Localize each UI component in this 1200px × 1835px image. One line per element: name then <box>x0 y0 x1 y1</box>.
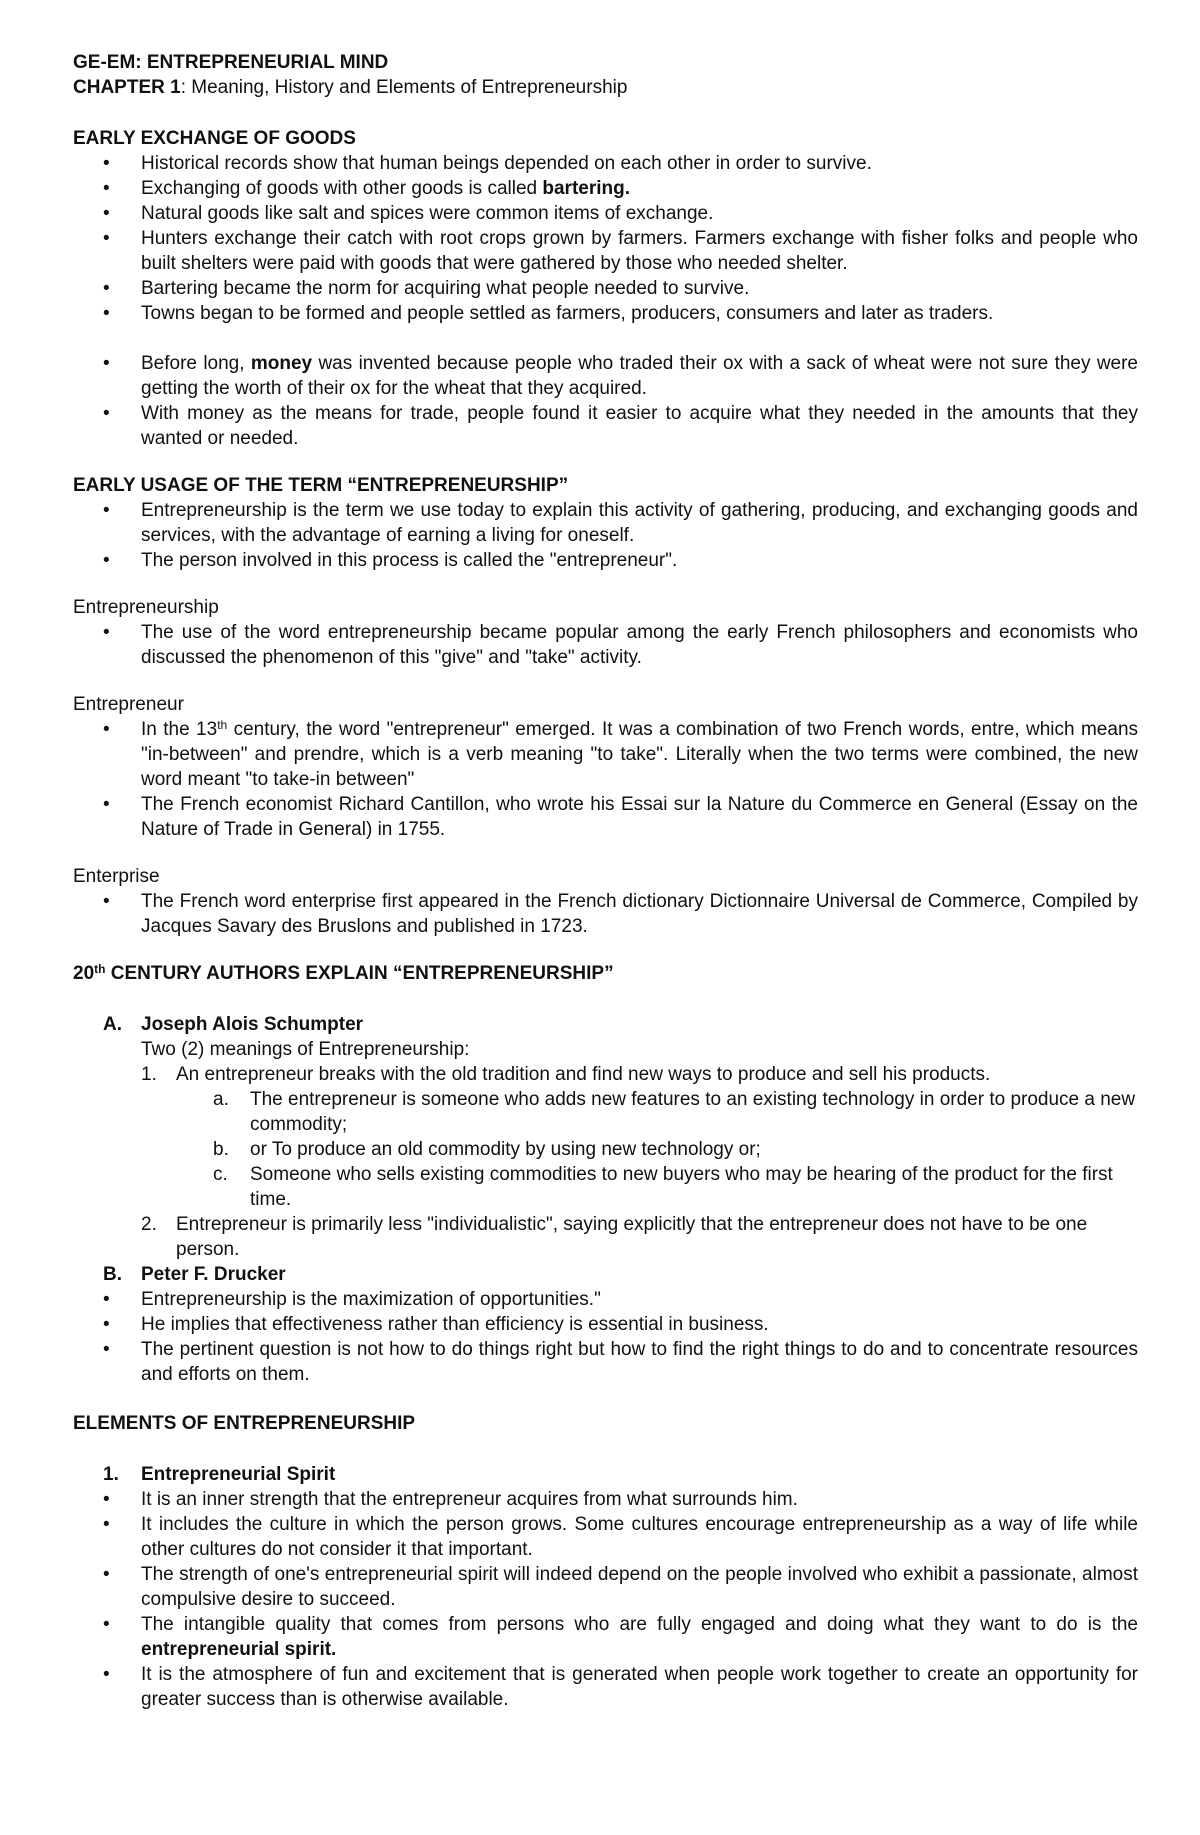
item-text: or To produce an old commodity by using new technology or; <box>250 1139 761 1160</box>
author-name: Joseph Alois Schumpter <box>141 1014 364 1035</box>
list-item <box>73 351 1138 401</box>
numbered-item <box>73 1212 1138 1262</box>
lettered-item <box>73 1137 1138 1162</box>
item-marker: B. <box>103 1264 122 1285</box>
item-text: Exchanging of goods with other goods is called <box>141 178 543 199</box>
list-item: • With money as the means for trade, people found it easier to acquire what they needed in the amounts that they wanted or needed. <box>73 401 1138 451</box>
section-heading-20th-century <box>73 961 1138 986</box>
item-marker: 1. <box>141 1064 157 1085</box>
list-item: • The French word enterprise first appeared in the French dictionary Dictionnaire Universal de Commerce, Compiled by Jacques Savary des Bruslons and published in 1723. <box>73 889 1138 939</box>
document-title: GE-EM: ENTREPRENEURIAL MIND <box>73 52 389 73</box>
section-heading-early-exchange: EARLY EXCHANGE OF GOODS <box>73 128 356 149</box>
element-label: Entrepreneurial Spirit <box>141 1464 336 1485</box>
section-heading-elements: ELEMENTS OF ENTREPRENEURSHIP <box>73 1413 416 1434</box>
bullet-list <box>73 1287 1138 1387</box>
item-text: Someone who sells existing commodities to new buyers who may be hearing of the product for the first time. <box>250 1164 1113 1210</box>
list-item <box>73 717 1138 792</box>
bullet-list <box>73 620 1138 670</box>
item-text: An entrepreneur breaks with the old tradition and find new ways to produce and sell his products. <box>176 1064 991 1085</box>
item-text: Before long, <box>141 353 251 374</box>
list-item: • Entrepreneurship is the term we use today to explain this activity of gathering, producing, and exchanging goods and services, with the advantage of earning a living for oneself. <box>73 498 1138 548</box>
list-item: • The person involved in this process is called the "entrepreneur". <box>73 548 1138 573</box>
heading-number: 20 <box>73 963 95 984</box>
list-item: • The use of the word entrepreneurship became popular among the early French philosophers and economists who discussed the phenomenon of this "give" and "take" activity. <box>73 620 1138 670</box>
item-marker: a. <box>213 1089 229 1110</box>
item-text: The entrepreneur is someone who adds new features to an existing technology in order to produce a new commodity; <box>250 1089 1136 1135</box>
list-item: • Towns began to be formed and people settled as farmers, producers, consumers and later as traders. <box>73 301 1138 326</box>
list-item: • It includes the culture in which the person grows. Some cultures encourage entrepreneurship as a way of life while other cultures do not consider it that important. <box>73 1512 1138 1562</box>
element-entrepreneurial-spirit <box>73 1462 1138 1487</box>
intro-text: Two (2) meanings of Entrepreneurship: <box>141 1039 470 1060</box>
item-text: The intangible quality that comes from persons who are fully engaged and doing what they want to do is the <box>141 1614 1138 1635</box>
list-item: • It is an inner strength that the entrepreneur acquires from what surrounds him. <box>73 1487 1138 1512</box>
item-text: century, the word "entrepreneur" emerged. It was a combination of two French words, entre, which means "in-between" and prendre, which is a verb meaning "to take". Literally when the two terms were combined, the new word meant "to take-in between" <box>141 719 1139 790</box>
superscript: th <box>217 718 228 732</box>
spacer <box>73 326 1138 351</box>
bullet-list <box>73 151 1138 326</box>
chapter-line <box>73 75 1138 100</box>
bold-term: money <box>250 353 313 374</box>
list-item: • Historical records show that human beings depended on each other in order to survive. <box>73 151 1138 176</box>
author-schumpter <box>73 1012 1138 1037</box>
bullet-list <box>73 889 1138 939</box>
bold-term: entrepreneurial spirit. <box>141 1639 337 1660</box>
item-marker: b. <box>213 1139 229 1160</box>
list-item: • The strength of one's entrepreneurial spirit will indeed depend on the people involved who exhibit a passionate, almost compulsive desire to succeed. <box>73 1562 1138 1612</box>
subheading-entrepreneur: Entrepreneur <box>73 694 184 715</box>
author-name: Peter F. Drucker <box>141 1264 286 1285</box>
lettered-item <box>73 1087 1138 1137</box>
author-drucker <box>73 1262 1138 1287</box>
list-item: • Natural goods like salt and spices were common items of exchange. <box>73 201 1138 226</box>
chapter-title: : Meaning, History and Elements of Entrepreneurship <box>180 77 628 98</box>
document-page <box>73 50 1138 1712</box>
list-item <box>73 1612 1138 1662</box>
item-text: was invented because people who traded their ox with a sack of wheat were not sure they were getting the worth of their ox for the wheat that they acquired. <box>141 353 1138 399</box>
numbered-item <box>73 1062 1138 1087</box>
heading-text: CENTURY AUTHORS EXPLAIN “ENTREPRENEURSHIP” <box>105 963 614 984</box>
subheading-entrepreneurship: Entrepreneurship <box>73 597 219 618</box>
list-item: • Bartering became the norm for acquiring what people needed to survive. <box>73 276 1138 301</box>
list-item: • Entrepreneurship is the maximization of opportunities." <box>73 1287 1138 1312</box>
bullet-list <box>73 717 1138 842</box>
item-marker: 2. <box>141 1214 157 1235</box>
item-text: Entrepreneur is primarily less "individualistic", saying explicitly that the entrepreneur does not have to be one person. <box>176 1214 1088 1260</box>
list-item: • Hunters exchange their catch with root crops grown by farmers. Farmers exchange with fisher folks and people who built shelters were paid with goods that were gathered by those who needed shelter. <box>73 226 1138 276</box>
list-item: • The pertinent question is not how to do things right but how to find the right things to do and to concentrate resources and efforts on them. <box>73 1337 1138 1387</box>
list-item: • He implies that effectiveness rather than efficiency is essential in business. <box>73 1312 1138 1337</box>
item-marker: A. <box>103 1014 122 1035</box>
item-marker: c. <box>213 1164 228 1185</box>
chapter-label: CHAPTER 1 <box>73 77 181 98</box>
superscript: th <box>94 962 106 976</box>
item-text: In the 13 <box>141 719 218 740</box>
list-item: • It is the atmosphere of fun and excitement that is generated when people work together to create an opportunity for greater success than is otherwise available. <box>73 1662 1138 1712</box>
bold-term: bartering. <box>542 178 630 199</box>
item-marker: 1. <box>103 1464 119 1485</box>
lettered-item <box>73 1162 1138 1212</box>
bullet-list <box>73 1487 1138 1712</box>
bullet-list <box>73 498 1138 573</box>
bullet-list <box>73 351 1138 451</box>
section-heading-early-usage: EARLY USAGE OF THE TERM “ENTREPRENEURSHIP” <box>73 475 569 496</box>
list-item: • The French economist Richard Cantillon, who wrote his Essai sur la Nature du Commerce en General (Essay on the Nature of Trade in General) in 1755. <box>73 792 1138 842</box>
subheading-enterprise: Enterprise <box>73 866 160 887</box>
list-item <box>73 176 1138 201</box>
